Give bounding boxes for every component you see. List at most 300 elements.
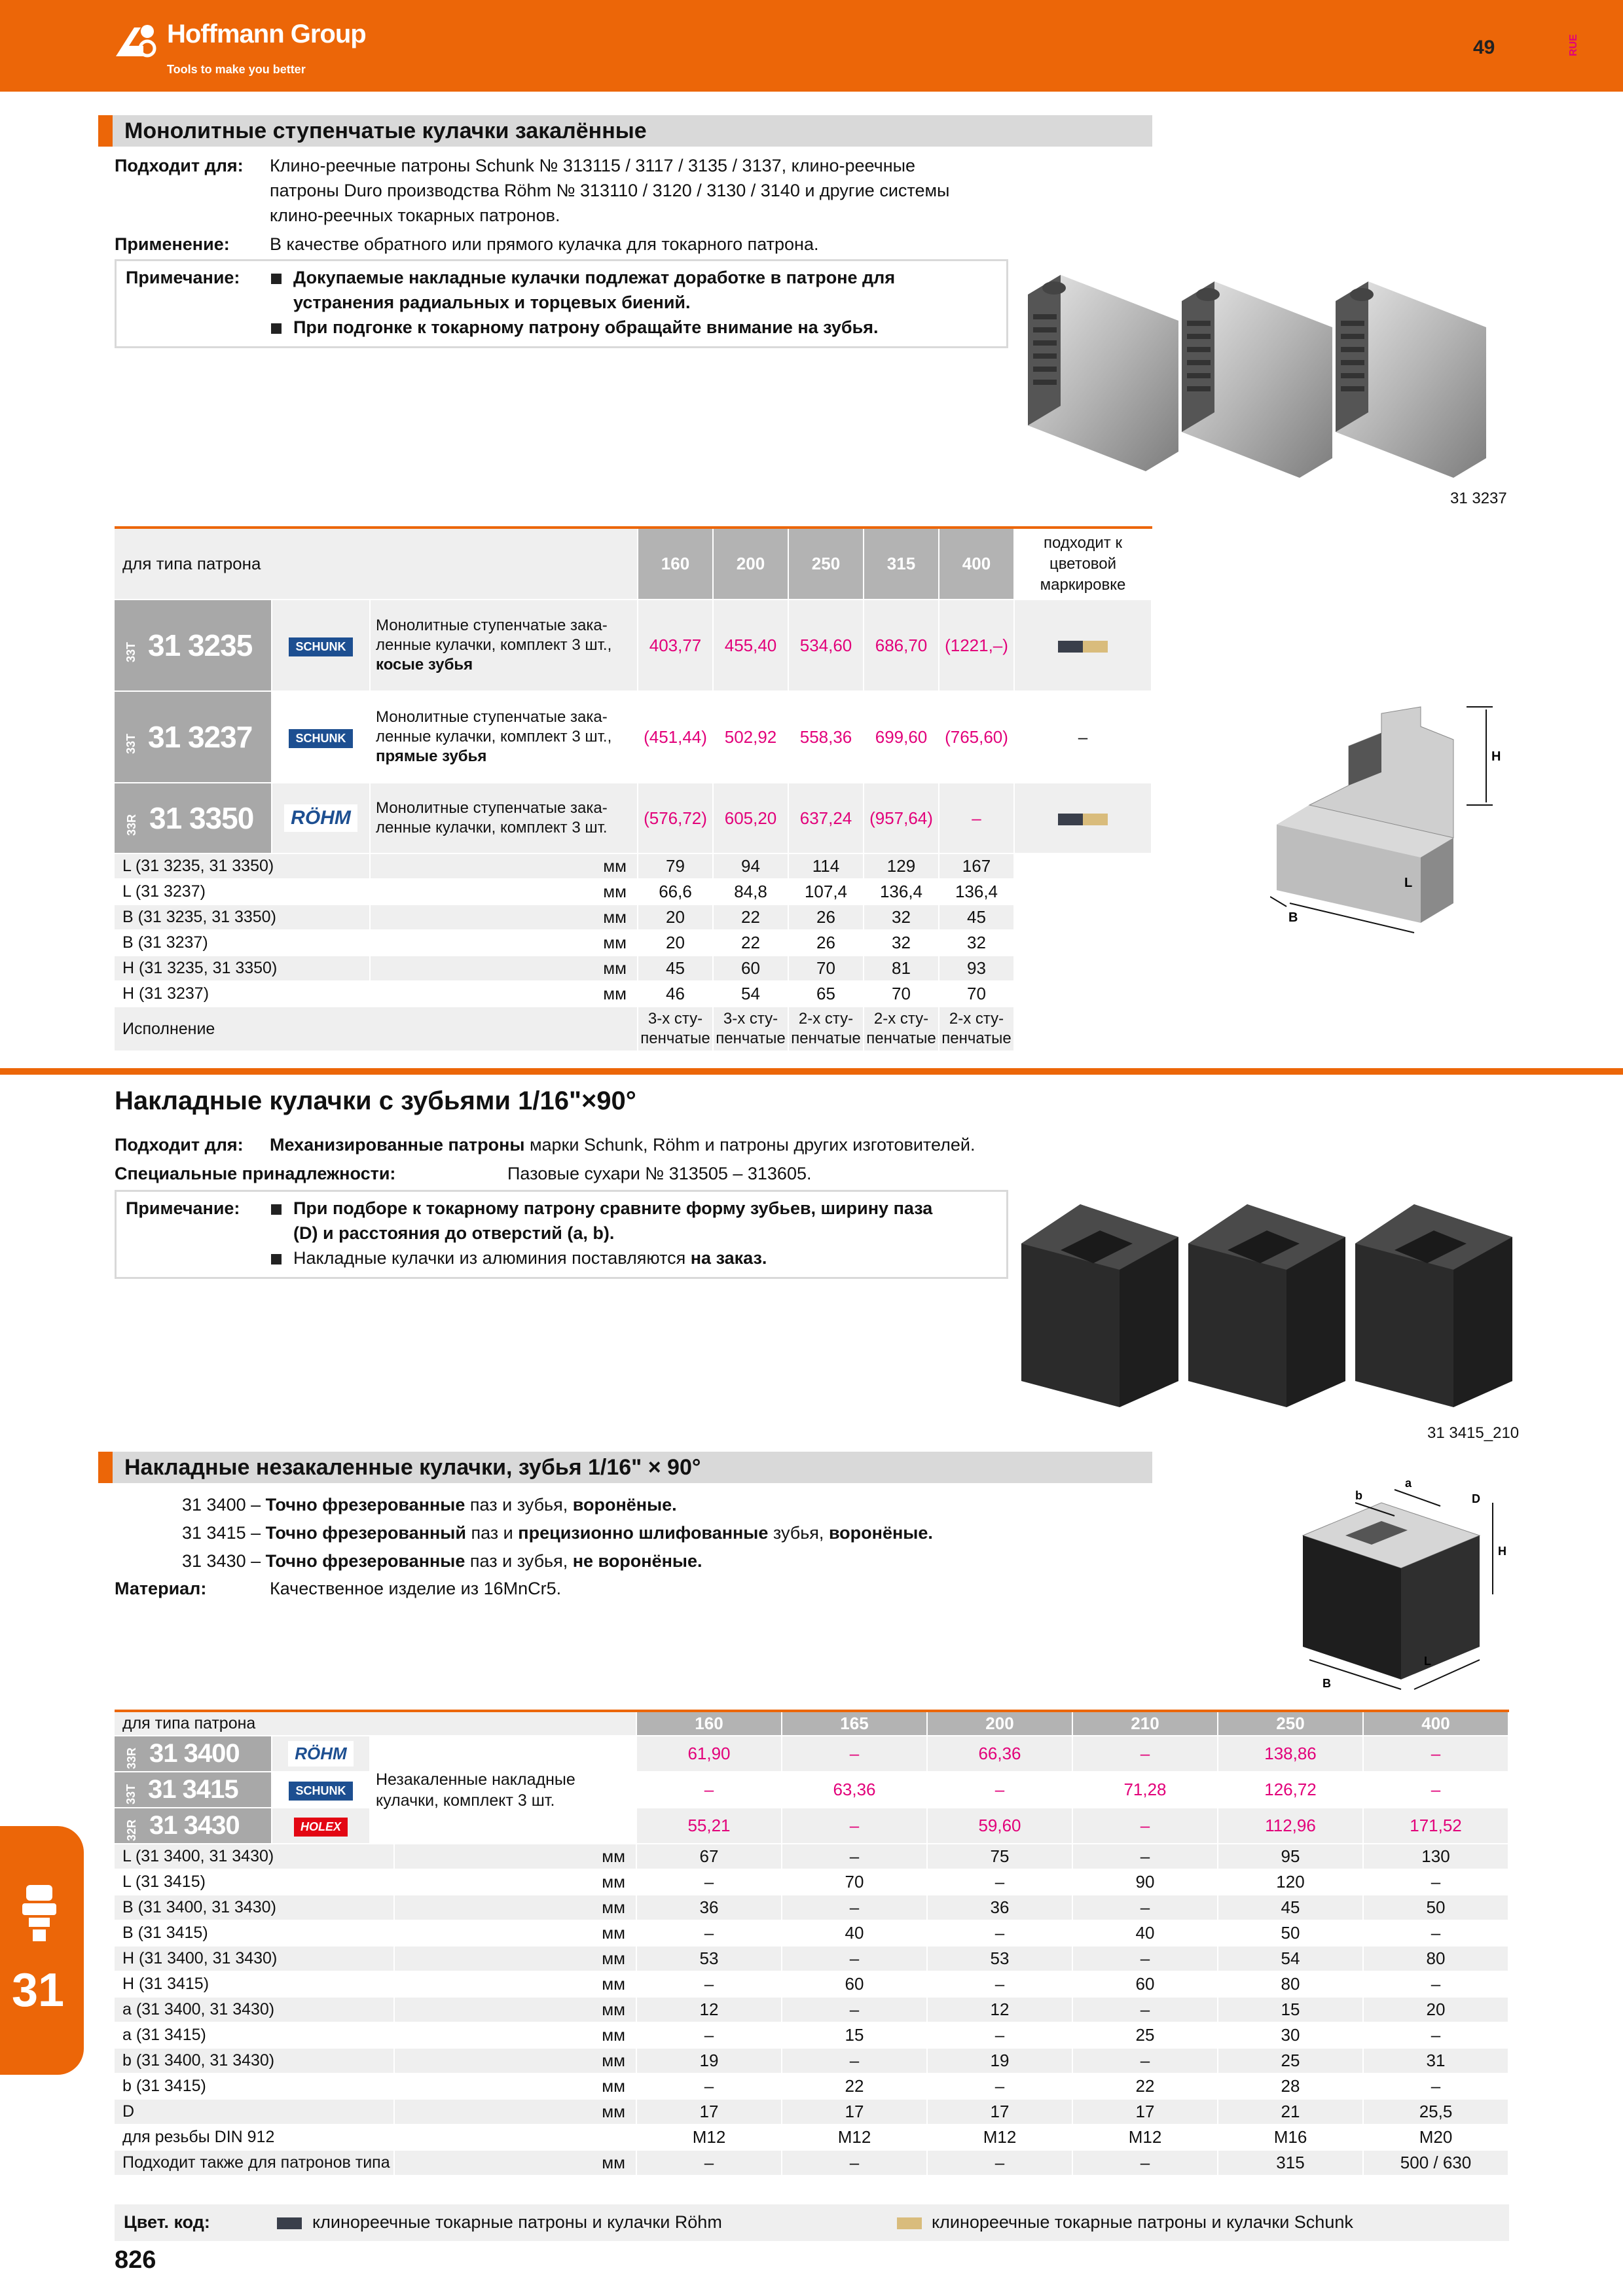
dim-value: –	[1363, 1920, 1508, 1946]
exec-line: пенчатые	[866, 1030, 936, 1047]
bullet-icon	[271, 274, 282, 284]
dim-value: 80	[1363, 1946, 1508, 1971]
dim-label: Подходит также для патронов типа	[115, 2150, 394, 2176]
fits-rest: марки Schunk, Röhm и патроны других изготовителей.	[524, 1135, 976, 1155]
article-code: 33R	[125, 1747, 139, 1770]
color-col-line: цветовой	[1049, 554, 1117, 573]
dim-label: b (31 3400, 31 3430)	[115, 2048, 394, 2073]
dim-value: 54	[1218, 1946, 1363, 1971]
dim-label: D	[115, 2099, 394, 2125]
dim-value: 136,4	[864, 879, 939, 905]
line-part: Точно фрезерованные	[265, 1495, 465, 1515]
section1-note-box	[115, 259, 1008, 348]
price-cell: 71,28	[1072, 1772, 1218, 1808]
dim-unit: мм	[394, 2048, 636, 2073]
dim-value: 17	[927, 2099, 1072, 2125]
dim-unit: мм	[394, 1869, 636, 1895]
dim-value: 45	[1218, 1895, 1363, 1920]
price-cell: 61,90	[636, 1736, 782, 1772]
dim-unit	[394, 2125, 636, 2150]
dim-value: M20	[1363, 2125, 1508, 2150]
bullet-icon	[271, 323, 282, 334]
execution-label: Исполнение	[115, 1007, 638, 1051]
dim-value: 46	[638, 981, 713, 1007]
article-cell	[115, 1736, 272, 1772]
bullet-icon	[271, 1254, 282, 1265]
execution-cell	[864, 1007, 939, 1051]
article-code: 33R	[125, 814, 139, 836]
section2-title: Накладные кулачки с зубьями 1/16"×90°	[115, 1086, 636, 1115]
price-cell: 138,86	[1218, 1736, 1363, 1772]
dim-value: 54	[713, 981, 788, 1007]
dim-value: 136,4	[939, 879, 1014, 905]
dim-value: –	[782, 1997, 927, 2022]
line-number: 31 3400 –	[182, 1495, 261, 1515]
dim-value: –	[1072, 2150, 1218, 2176]
dim-value: –	[1072, 1844, 1218, 1869]
schunk-color-swatch	[1083, 814, 1108, 825]
dim-value: 107,4	[788, 879, 864, 905]
price-cell: –	[1072, 1736, 1218, 1772]
description-cell	[370, 691, 638, 783]
dim-value: 25	[1072, 2022, 1218, 2048]
note-text: (D) и расстояния до отверстий (a, b).	[293, 1223, 615, 1243]
dim-label: a (31 3400, 31 3430)	[115, 1997, 394, 2022]
price-cell: 455,40	[713, 600, 788, 691]
dim-label: a (31 3415)	[115, 2022, 394, 2048]
price-cell: 171,52	[1363, 1808, 1508, 1844]
dim-value: 32	[939, 930, 1014, 956]
schunk-legend-swatch	[897, 2217, 922, 2229]
dim-unit: мм	[394, 2073, 636, 2099]
dim-value: 22	[782, 2073, 927, 2099]
table1-type-label: для типа патрона	[115, 529, 638, 600]
price-cell: –	[636, 1772, 782, 1808]
desc-line: ленные кулачки, комплект 3 шт.	[376, 819, 608, 836]
section-separator	[0, 1068, 1623, 1075]
dim-value: 315	[1218, 2150, 1363, 2176]
dim-unit: мм	[394, 1997, 636, 2022]
dim-unit: мм	[394, 1920, 636, 1946]
article-cell	[115, 1772, 272, 1808]
price-cell: –	[1363, 1772, 1508, 1808]
table-row	[115, 930, 1152, 956]
price-cell: 59,60	[927, 1808, 1072, 1844]
image1-caption: 31 3237	[1450, 490, 1507, 507]
dim-value: –	[1072, 1946, 1218, 1971]
brand-cell	[272, 600, 370, 691]
dim-value: –	[1072, 1997, 1218, 2022]
section1-fits-label: Подходит для:	[115, 156, 244, 175]
table-row	[115, 1736, 1508, 1772]
dim-value: 129	[864, 853, 939, 879]
drawing2-label-h: H	[1498, 1545, 1506, 1558]
dim-unit: мм	[394, 1946, 636, 1971]
dim-label: H (31 3415)	[115, 1971, 394, 1997]
dim-value: 17	[636, 2099, 782, 2125]
article-cell	[115, 691, 272, 783]
dim-value: –	[1363, 1971, 1508, 1997]
section3-line	[182, 1549, 702, 1573]
color-marking-cell: –	[1014, 691, 1152, 783]
dim-value: –	[636, 2150, 782, 2176]
dim-value: 32	[864, 930, 939, 956]
exec-line: 3-х сту-	[647, 1010, 703, 1028]
price-cell: 558,36	[788, 691, 864, 783]
drawing2-label-bb: B	[1322, 1677, 1331, 1690]
dim-label: L (31 3237)	[115, 879, 370, 905]
description-cell	[370, 783, 638, 853]
desc-line: Монолитные ступенчатые зака-	[376, 708, 608, 726]
table2-dims	[115, 1844, 1508, 2176]
table-row	[115, 1808, 1508, 1844]
note-text: При подгонке к токарному патрону обращайте внимание на зубья.	[293, 317, 879, 337]
dim-value: 60	[713, 956, 788, 981]
dim-label: b (31 3415)	[115, 2073, 394, 2099]
section3-line	[182, 1492, 677, 1517]
fits-line: клино-реечных токарных патронов.	[270, 206, 560, 225]
dim-value: 53	[927, 1946, 1072, 1971]
dim-value: 30	[1218, 2022, 1363, 2048]
dim-value: 32	[864, 905, 939, 930]
section2-note-items	[271, 1196, 998, 1270]
dim-value: –	[1363, 2073, 1508, 2099]
dim-unit: мм	[394, 1844, 636, 1869]
brand-cell	[272, 1772, 370, 1808]
dim-value: 22	[713, 930, 788, 956]
dim-label: B (31 3400, 31 3430)	[115, 1895, 394, 1920]
price-cell: 637,24	[788, 783, 864, 853]
dim-unit: мм	[370, 981, 638, 1007]
line-part: воронёные.	[828, 1523, 933, 1543]
dim-value: 60	[1072, 1971, 1218, 1997]
table-row	[115, 600, 1152, 691]
description-cell	[370, 1736, 636, 1844]
article-cell	[115, 783, 272, 853]
dim-unit: мм	[370, 905, 638, 930]
table-row	[115, 956, 1152, 981]
dim-label: B (31 3415)	[115, 1920, 394, 1946]
table-row	[115, 1844, 1508, 1869]
dim-value: 94	[713, 853, 788, 879]
article-number: 31 3237	[148, 720, 253, 754]
dim-value: –	[782, 1946, 927, 1971]
size-header: 210	[1072, 1712, 1218, 1736]
dim-value: 90	[1072, 1869, 1218, 1895]
rohm-color-swatch	[1058, 814, 1083, 825]
table-row	[115, 2150, 1508, 2176]
color-col-line: маркировке	[1040, 575, 1126, 594]
section2-note-box	[115, 1190, 1008, 1279]
section1-application-text: В качестве обратного или прямого кулачка для токарного патрона.	[270, 234, 819, 254]
dim-label: для резьбы DIN 912	[115, 2125, 394, 2150]
dim-value: 93	[939, 956, 1014, 981]
size-header: 400	[1363, 1712, 1508, 1736]
soft-jaw-drawing	[1283, 1463, 1532, 1699]
size-header: 315	[864, 529, 939, 600]
article-code: 32R	[125, 1819, 139, 1842]
table-row	[115, 2022, 1508, 2048]
article-code: 33Т	[124, 641, 138, 663]
section3-material-text: Качественное изделие из 16MnCr5.	[270, 1579, 562, 1598]
section2-fits-label: Подходит для:	[115, 1135, 244, 1155]
price-cell: –	[927, 1772, 1072, 1808]
desc-line: Монолитные ступенчатые зака-	[376, 617, 608, 634]
dim-unit: мм	[394, 1971, 636, 1997]
table-row	[115, 1895, 1508, 1920]
dim-value: 40	[1072, 1920, 1218, 1946]
rohm-logo: RÖHM	[284, 804, 357, 832]
color-legend	[115, 2204, 1509, 2241]
dim-unit: мм	[370, 853, 638, 879]
dim-value: –	[927, 1920, 1072, 1946]
section2-note-label: Примечание:	[126, 1198, 240, 1218]
dim-value: 17	[1072, 2099, 1218, 2125]
dim-value: M12	[1072, 2125, 1218, 2150]
dim-value: 53	[636, 1946, 782, 1971]
exec-line: пенчатые	[791, 1030, 861, 1047]
price-cell: (765,60)	[939, 691, 1014, 783]
dim-value: 19	[636, 2048, 782, 2073]
price-cell: 686,70	[864, 600, 939, 691]
dim-value: 70	[782, 1869, 927, 1895]
line-part: паз и зубья,	[465, 1551, 573, 1571]
dim-value: 25	[1218, 2048, 1363, 2073]
dim-value: 22	[1072, 2073, 1218, 2099]
exec-line: 2-х сту-	[873, 1010, 929, 1028]
schunk-logo: SCHUNK	[289, 637, 352, 656]
brand-cell	[272, 783, 370, 853]
table2-type-label: для типа патрона	[115, 1712, 636, 1736]
dim-value: –	[636, 1920, 782, 1946]
price-cell: (576,72)	[638, 783, 713, 853]
price-cell: –	[782, 1808, 927, 1844]
table-row	[115, 2099, 1508, 2125]
section2-fits-text	[270, 1132, 975, 1157]
dim-value: 20	[1363, 1997, 1508, 2022]
dim-value: 500 / 630	[1363, 2150, 1508, 2176]
article-number: 31 3350	[149, 801, 254, 835]
dim-value: 25,5	[1363, 2099, 1508, 2125]
size-header: 200	[713, 529, 788, 600]
schunk-logo: SCHUNK	[289, 729, 352, 748]
dim-label: H (31 3400, 31 3430)	[115, 1946, 394, 1971]
dim-value: –	[1072, 2048, 1218, 2073]
price-cell: 112,96	[1218, 1808, 1363, 1844]
dim-value: 22	[713, 905, 788, 930]
dim-value: 70	[788, 956, 864, 981]
page-number-bottom: 826	[115, 2246, 156, 2274]
dim-value: –	[782, 1844, 927, 1869]
note-text: на заказ.	[690, 1248, 767, 1268]
dim-value: 45	[939, 905, 1014, 930]
dim-value: 167	[939, 853, 1014, 879]
price-cell: 55,21	[636, 1808, 782, 1844]
table-row	[115, 2048, 1508, 2073]
article-code: 33Т	[124, 1784, 138, 1805]
table-row	[115, 879, 1152, 905]
dim-value: 75	[927, 1844, 1072, 1869]
stepped-jaws-image	[1021, 255, 1519, 491]
rohm-legend-swatch	[277, 2217, 302, 2229]
brand-name: Hoffmann Group	[167, 20, 366, 48]
execution-cell	[713, 1007, 788, 1051]
page-number-top: 49	[1473, 37, 1495, 58]
exec-line: пенчатые	[640, 1030, 710, 1047]
price-cell: –	[939, 783, 1014, 853]
dim-value: –	[1072, 1895, 1218, 1920]
size-header: 160	[638, 529, 713, 600]
dim-value: 120	[1218, 1869, 1363, 1895]
note-text: Докупаемые накладные кулачки подлежат доработке в патроне для	[293, 268, 896, 287]
price-cell: 66,36	[927, 1736, 1072, 1772]
dim-value: 26	[788, 930, 864, 956]
table-row	[115, 1971, 1508, 1997]
article-cell	[115, 600, 272, 691]
dim-unit: мм	[394, 1895, 636, 1920]
rohm-color-swatch	[1058, 641, 1083, 653]
price-cell: 699,60	[864, 691, 939, 783]
dim-value: 20	[638, 905, 713, 930]
exec-line: пенчатые	[716, 1030, 786, 1047]
size-header: 165	[782, 1712, 927, 1736]
dim-value: 36	[636, 1895, 782, 1920]
desc-line: ленные кулачки, комплект 3 шт.,	[376, 728, 612, 745]
dim-value: 80	[1218, 1971, 1363, 1997]
color-legend-label: Цвет. код:	[124, 2212, 210, 2232]
dim-value: 17	[782, 2099, 927, 2125]
dim-value: 70	[939, 981, 1014, 1007]
dim-value: M16	[1218, 2125, 1363, 2150]
dim-value: –	[1363, 1869, 1508, 1895]
note-text: При подборе к токарному патрону сравните форму зубьев, ширину паза	[293, 1198, 933, 1218]
section3-title: Накладные незакаленные кулачки, зубья 1/16" × 90°	[98, 1452, 1152, 1483]
dim-unit: мм	[370, 930, 638, 956]
dim-value: M12	[636, 2125, 782, 2150]
dim-value: 50	[1218, 1920, 1363, 1946]
table2-header-row	[115, 1712, 1508, 1736]
note-text: Накладные кулачки из алюминия поставляются	[293, 1248, 691, 1268]
price-cell: –	[1072, 1808, 1218, 1844]
chapter-number: 31	[12, 1964, 65, 2017]
dim-value: M12	[927, 2125, 1072, 2150]
dim-value: 130	[1363, 1844, 1508, 1869]
table1-header-row	[115, 529, 1152, 600]
execution-cell	[788, 1007, 864, 1051]
table-row	[115, 1772, 1508, 1808]
line-number: 31 3415 –	[182, 1523, 261, 1543]
dim-value: 15	[782, 2022, 927, 2048]
desc-line: ленные кулачки, комплект 3 шт.,	[376, 636, 612, 654]
table-row	[115, 1869, 1508, 1895]
stepped-jaw-drawing	[1270, 687, 1532, 936]
execution-cell	[939, 1007, 1014, 1051]
brand-cell	[272, 1736, 370, 1772]
table2	[115, 1712, 1509, 2176]
desc-line: Незакаленные накладные	[376, 1770, 575, 1789]
dim-unit: мм	[370, 956, 638, 981]
dim-unit: мм	[394, 2099, 636, 2125]
dim-value: 28	[1218, 2073, 1363, 2099]
dim-value: –	[927, 2150, 1072, 2176]
hoffmann-logo-icon	[115, 24, 159, 58]
price-cell: –	[782, 1736, 927, 1772]
size-header: 400	[939, 529, 1014, 600]
desc-line: Монолитные ступенчатые зака-	[376, 799, 608, 817]
dim-value: 95	[1218, 1844, 1363, 1869]
table-row	[115, 905, 1152, 930]
line-number: 31 3430 –	[182, 1551, 261, 1571]
language-code: RUE	[1568, 34, 1579, 56]
dim-value: 79	[638, 853, 713, 879]
size-header: 200	[927, 1712, 1072, 1736]
color-column-header	[1014, 529, 1152, 600]
size-header: 250	[1218, 1712, 1363, 1736]
dim-value: 84,8	[713, 879, 788, 905]
soft-jaws-image	[1015, 1178, 1525, 1414]
line-part: Точно фрезерованные	[265, 1551, 465, 1571]
dim-value: –	[636, 1971, 782, 1997]
dim-label: L (31 3400, 31 3430)	[115, 1844, 394, 1869]
drawing1-label-h: H	[1491, 749, 1501, 764]
dim-value: 36	[927, 1895, 1072, 1920]
dim-value: 40	[782, 1920, 927, 1946]
line-part: прецизионно шлифованные	[518, 1523, 769, 1543]
dim-unit: мм	[370, 879, 638, 905]
dim-value: –	[782, 1895, 927, 1920]
dim-value: 20	[638, 930, 713, 956]
desc-line: косые зубья	[376, 656, 473, 673]
dim-value: –	[782, 2048, 927, 2073]
section2-acc-text: Пазовые сухари № 313505 – 313605.	[507, 1164, 812, 1183]
section1-note-items	[271, 265, 998, 340]
table-row	[115, 1997, 1508, 2022]
section2-acc-label: Специальные принадлежности:	[115, 1164, 396, 1183]
image2-caption: 31 3415_210	[1427, 1424, 1520, 1442]
line-part: паз и зубья,	[465, 1495, 573, 1515]
article-cell	[115, 1808, 272, 1844]
dim-value: –	[1363, 2022, 1508, 2048]
dim-value: 114	[788, 853, 864, 879]
page-header	[0, 0, 1623, 92]
dim-value: 50	[1363, 1895, 1508, 1920]
table1	[115, 529, 1152, 1052]
dim-value: 12	[927, 1997, 1072, 2022]
section3-material-label: Материал:	[115, 1579, 207, 1598]
table-row	[115, 853, 1152, 879]
color-marking-cell	[1014, 783, 1152, 853]
article-number: 31 3400	[149, 1739, 240, 1768]
dim-label: H (31 3237)	[115, 981, 370, 1007]
exec-line: пенчатые	[941, 1030, 1012, 1047]
table-row	[115, 691, 1152, 783]
section1-application-label: Применение:	[115, 234, 230, 254]
price-cell: 126,72	[1218, 1772, 1363, 1808]
note-text: устранения радиальных и торцевых биений.	[293, 293, 691, 312]
desc-line: кулачки, комплект 3 шт.	[376, 1791, 555, 1810]
price-cell: 403,77	[638, 600, 713, 691]
fits-line: Клино-реечные патроны Schunk № 313115 / 3117 / 3135 / 3137, клино-реечные	[270, 156, 916, 175]
dim-value: –	[927, 2022, 1072, 2048]
table-row	[115, 2073, 1508, 2099]
dim-value: 67	[636, 1844, 782, 1869]
schunk-color-swatch	[1083, 641, 1108, 653]
table-row	[115, 1920, 1508, 1946]
description-cell	[370, 600, 638, 691]
holex-logo: HOLEX	[294, 1818, 348, 1837]
desc-line: прямые зубья	[376, 747, 487, 765]
article-number: 31 3430	[149, 1811, 240, 1840]
